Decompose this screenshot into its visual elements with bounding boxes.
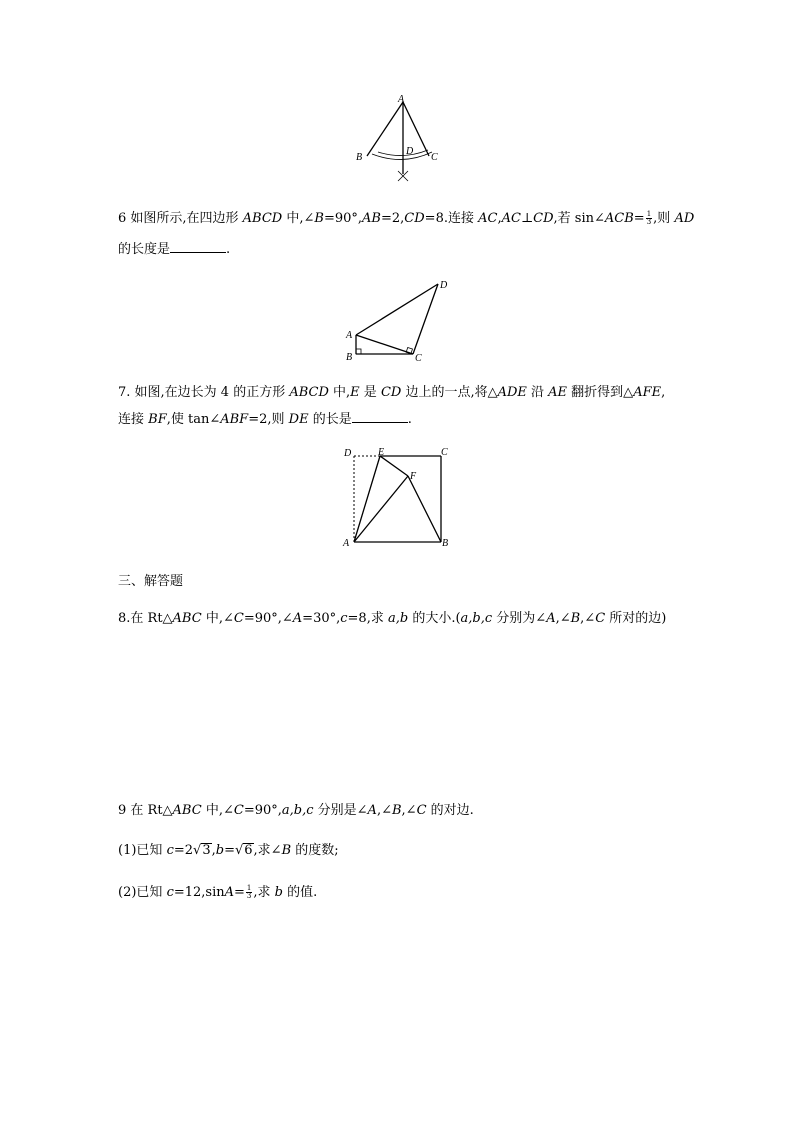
section-heading: 三、解答题: [118, 574, 184, 589]
label-B: B: [442, 538, 449, 549]
q7-line1: 7. 如图,在边长为 4 的正方形 ABCD 中,E 是 CD 边上的一点,将△ADE 沿 AE 翻折得到△AFE,: [118, 385, 666, 400]
q6-line2: 的长度是 .: [118, 242, 231, 257]
label-A: A: [346, 330, 353, 341]
label-D: D: [406, 146, 414, 157]
answer-blank: [352, 410, 408, 423]
fraction: $\frac{1}{3}$: [646, 210, 652, 226]
label-D: D: [344, 448, 352, 459]
label-C: C: [441, 447, 448, 458]
answer-blank: [170, 240, 226, 253]
figure-triangle-bisector: [350, 92, 450, 187]
label-F: F: [410, 471, 417, 482]
q9-part1: (1)已知 c=2√3,b=√6,求∠B 的度数;: [118, 843, 339, 858]
q9-stem: 9 在 Rt△ABC 中,∠C=90°,a,b,c 分别是∠A,∠B,∠C 的对边.: [118, 803, 474, 818]
figure-quadrilateral: [340, 276, 455, 366]
label-E: E: [378, 447, 385, 458]
q6-line1: 6 如图所示,在四边形 ABCD 中,∠B=90°,AB=2,CD=8.连接 AC,AC⊥CD,若 sin∠ACB= $\frac{1}{3}$ ,则 AD: [118, 210, 695, 226]
label-B: B: [346, 352, 353, 363]
q8-line: 8.在 Rt△ABC 中,∠C=90°,∠A=30°,c=8,求 a,b 的大小.(a,b,c 分别为∠A,∠B,∠C 所对的边): [118, 611, 667, 626]
q9-part2: (2)已知 c=12,sinA= $\frac{1}{3}$ ,求 b 的值.: [118, 884, 318, 900]
label-C: C: [431, 152, 438, 163]
figure-square-fold: [338, 444, 458, 550]
q7-line2: 连接 BF,使 tan∠ABF=2,则 DE 的长是 .: [118, 412, 412, 427]
fraction: $\frac{1}{3}$: [246, 884, 252, 900]
label-B: B: [356, 152, 363, 163]
label-D: D: [440, 280, 448, 291]
label-C: C: [415, 353, 422, 364]
label-A: A: [343, 538, 350, 549]
label-A: A: [398, 94, 405, 105]
